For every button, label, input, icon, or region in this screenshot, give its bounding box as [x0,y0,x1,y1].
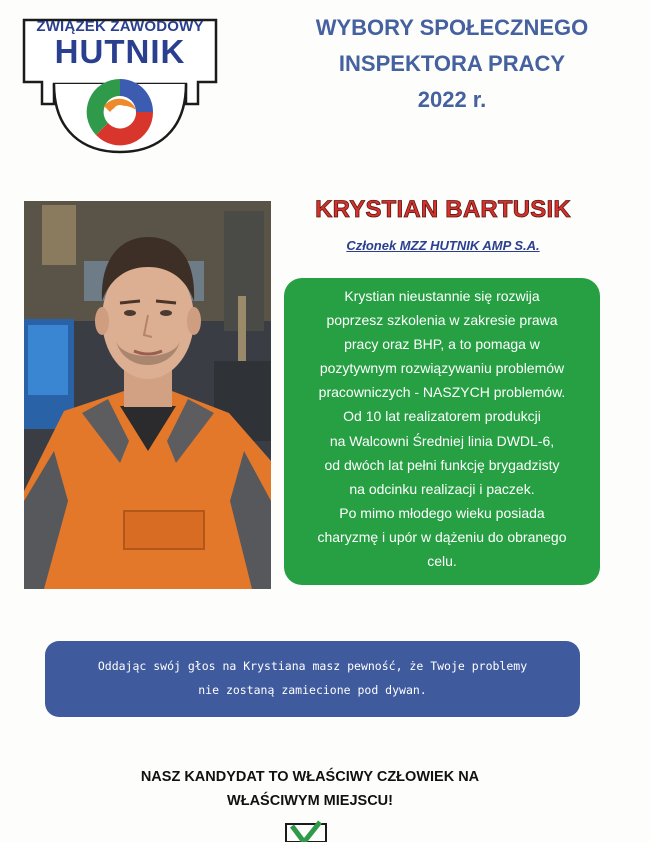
voting-appeal: Oddając swój głos na Krystiana masz pewność, że Twoje problemy nie zostaną zamiecione pod dywan. [45,641,580,717]
candidate-role: Członek MZZ HUTNIK AMP S.A. [346,238,540,253]
election-year: 2022 r. [417,87,487,112]
candidate-name: KRYSTIAN BARTUSIK [315,196,571,223]
recycle-emblem-icon [87,79,153,145]
election-title-line: INSPEKTORA PRACY [338,51,566,76]
election-title-line: WYBORY SPOŁECZNEGO [315,15,589,40]
checkmark-icon [284,820,328,842]
election-title [262,10,642,118]
union-name-hutnik: HUTNIK [54,33,186,70]
union-name-top: ZWIĄZEK ZAWODOWY [36,18,204,35]
candidate-photo [24,201,271,589]
candidate-bio: Krystian nieustannie się rozwija poprzesz szkolenia w zakresie prawa pracy oraz BHP, a to pomaga w pozytywnym rozwiązywaniu problemów pracowniczych - NASZYCH problemów. Od 10 lat realizatorem produkcji na Walcowni Średniej linia DWDL-6, od dwóch lat pełni funkcję brygadzisty na odcinku realizacji i paczek. Po mimo młodego wieku posiada charyzmę i upór w dążeniu do obranego celu. [284,278,600,585]
campaign-slogan: NASZ KANDYDAT TO WŁAŚCIWY CZŁOWIEK NA WŁAŚCIWYM MIEJSCU! [140,769,480,809]
